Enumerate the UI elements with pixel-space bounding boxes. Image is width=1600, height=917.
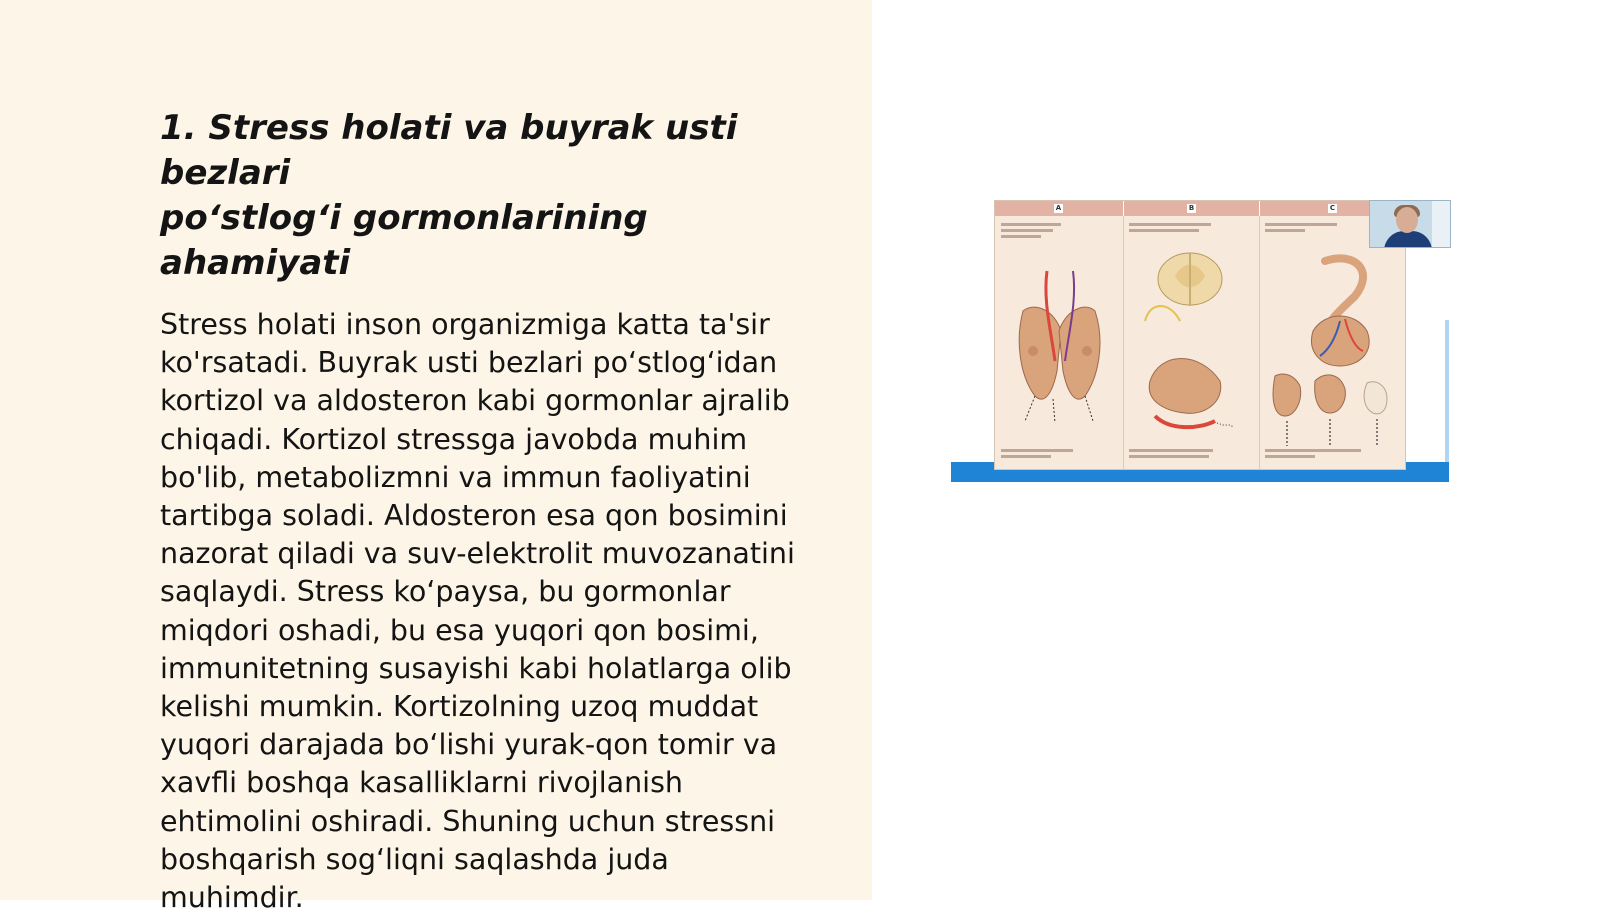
- panel-a-letter: A: [1055, 204, 1062, 212]
- webcam-window-background: [1432, 201, 1450, 247]
- figure-board: [994, 200, 1406, 470]
- webcam-overlay: [1369, 200, 1451, 248]
- panel-a-gland-drawing: [1019, 271, 1100, 423]
- panel-c-letter: C: [1329, 204, 1336, 212]
- slide-body-text: Stress holati inson organizmiga katta ta'sir ko'rsatadi. Buyrak usti bezlari po‘stlog‘idan kortizol va aldosteron kabi gormonlar ajralib chiqadi. Kortizol stressga javobda muhim bo'lib, metabolizmni va immun faoliyatini tartibga soladi. Aldosteron esa qon bosimini nazorat qiladi va suv-elektrolit muvozanatini saqlaydi. Stress ko‘paysa, bu gormonlar miqdori oshadi, bu esa yuqori qon bosimi, immunitetning susayishi kabi holatlarga olib kelishi mumkin. Kortizolning uzoq muddat yuqori darajada bo‘lishi yurak-qon tomir va xavfli boshqa kasalliklarni rivojlanish ehtimolini oshiradi. Shuning uchun stressni boshqarish sog‘liqni saqlashda juda muhimdir.: [160, 308, 795, 915]
- anatomy-illustration: [995, 201, 1405, 469]
- panel-c-gland-drawing: [1273, 258, 1387, 446]
- panel-b-letter: B: [1188, 204, 1195, 212]
- webcam-person-head: [1396, 207, 1418, 233]
- panel-b-gland-drawing: [1145, 253, 1234, 427]
- webcam-person-body: [1384, 231, 1432, 248]
- slide-title: 1. Stress holati va buyrak usti bezlari po‘stlog‘i gormonlarining ahamiyati: [160, 108, 738, 283]
- anatomy-figure: [951, 200, 1449, 482]
- figure-blue-edge: [1445, 320, 1449, 462]
